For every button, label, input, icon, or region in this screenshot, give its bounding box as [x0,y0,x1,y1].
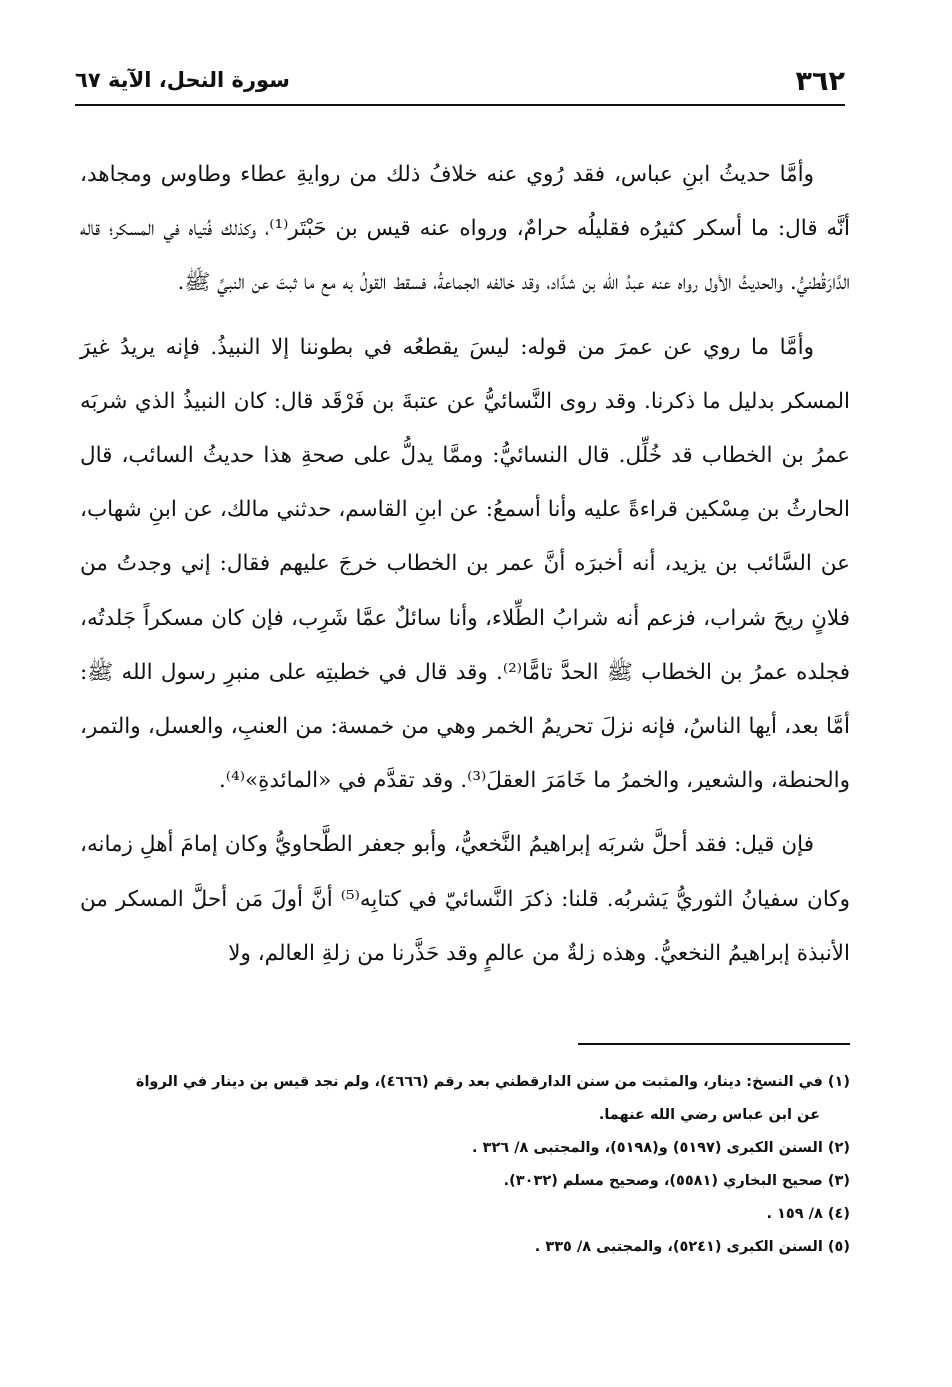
footnote-1-continuation: عن ابن عباس رضي الله عنهما. [598,1107,820,1123]
running-title: سورة النحل، الآية ٦٧ [75,68,290,92]
footnotes [80,1066,850,1264]
footnote-5: (٥) السنن الكبرى (٥٢٤١)، والمجتبى ٨/ ٣٣٥ . [534,1239,850,1255]
page-header [75,62,845,106]
paragraph [80,321,850,809]
paragraph-text: وأمَّا حديثُ ابنِ عباس، فقد رُوي عنه خلافُ ذلك من روايةِ عطاء وطاوس ومجاهد، أنَّه قال: ما أسكر كثيرُه فقليلُه حرامٌ، ورواه عنه قيس بن حَبْتَر⁽¹⁾، وكذلك فُتياه في المسكر؛ قاله الدَّارَقُطنيُّ. والحديثُ الأول رواه عنه عبدُ الله بن شدَّاد، وقد خالفه الجماعةُ، فسقط القولُ به مع ما ثبتَ عن النبيِّ ﷺ. [80,162,850,296]
footnote-1: (١) في النسخ: دينار، والمثبت من سنن الدارقطني بعد رقم (٤٦٦٦)، ولم نجد قيس بن دينار في الرواة [135,1074,850,1090]
footnote-separator [578,1043,850,1045]
page-number: ٣٦٢ [795,66,845,97]
footnote-2: (٢) السنن الكبرى (٥١٩٧) و(٥١٩٨)، والمجتبى ٨/ ٣٢٦ . [472,1140,850,1156]
paragraph [80,148,850,311]
paragraph-text: وأمَّا ما روي عن عمرَ من قوله: ليسَ يقطعُه في بطوننا إلا النبيذُ. فإنه يريدُ غيرَ المسكر بدليل ما ذكرنا. وقد روى النَّسائيُّ عن عتبةَ بن فَرْقَد قال: كان النبيذُ الذي شربَه عمرُ بن الخطاب قد خُلِّل. قال النسائيُّ: وممَّا يدلُّ على صحةِ هذا حديثُ السائب، قال الحارثُ بن مِسْكين قراءةً عليه وأنا أسمعُ: عن ابنِ القاسم، حدثني مالك، عن ابنِ شهاب، عن السَّائب بن يزيد، أنه أخبرَه أنَّ عمر بن الخطاب خرجَ عليهم فقال: إني وجدتُ من فلانٍ ريحَ شراب، فزعم أنه شرابُ الطِّلاء، وأنا سائلٌ عمَّا شَرِب، فإن كان مسكراً جَلدتُه، فجلده عمرُ بن الخطاب ﷺ الحدَّ تامًّا⁽²⁾. وقد قال في خطبتِه على منبرِ رسول الله ﷺ: أمَّا بعد، أيها الناسُ، فإنه نزلَ تحريمُ الخمر وهي من خمسة: من العنبِ، والعسل، والتمر، والحنطة، والشعير، والخمرُ ما خَامَرَ العقلَ⁽³⁾. وقد تقدَّم في «المائدةِ»⁽⁴⁾. [80,334,850,794]
main-text [80,148,850,991]
paragraph-text: فإن قيل: فقد أحلَّ شربَه إبراهيمُ النَّخعيُّ، وأبو جعفر الطَّحاويُّ وكان إمامَ أهلِ زمانه، وكان سفيانُ الثوريُّ يَشربُه. قلنا: ذكرَ النَّسائيّ في كتابِه⁽⁵⁾ أنَّ أولَ مَن أحلَّ المسكر من الأنبذة إبراهيمُ النخعيُّ. وهذه زلةٌ من عالمٍ وقد حَذَّرنا من زلةِ العالم، ولا [80,832,850,966]
header-rule [75,104,845,106]
paragraph [80,818,850,981]
footnote-4: (٤) ٨/ ١٥٩ . [766,1206,850,1222]
footnote-3: (٣) صحيح البخاري (٥٥٨١)، وصحيح مسلم (٣٠٣٢). [503,1173,850,1189]
